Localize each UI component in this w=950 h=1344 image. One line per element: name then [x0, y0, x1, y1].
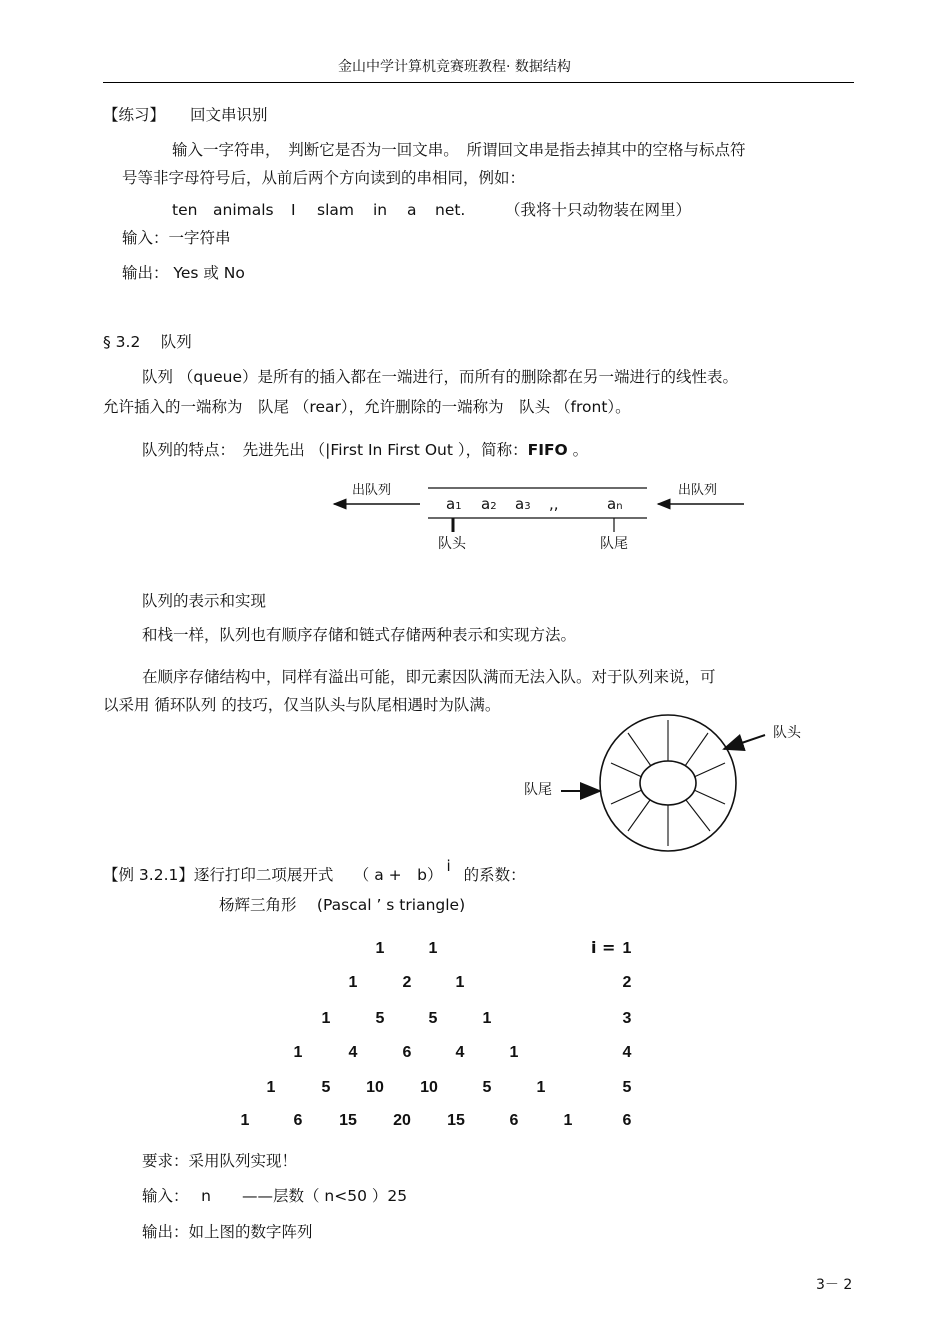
triangle-cell: 1 [375, 940, 385, 957]
example-title-end: 的系数： [458, 866, 526, 884]
triangle-cell: 5 [375, 1010, 385, 1027]
exercise-paragraph-line2: 号等非字母符号后，从前后两个方向读到的串相同，例如： [122, 169, 526, 187]
queue-element-subscript: 2 [490, 501, 497, 512]
repr-paragraph-line2: 以采用 循环队列 的技巧，仅当队头与队尾相遇时为队满。 [103, 696, 501, 714]
example-title [103, 859, 526, 884]
row-index-label: i = [591, 938, 616, 957]
ring-dividers [611, 720, 725, 846]
queue-element: a2 [481, 495, 497, 513]
circle-tail-label: 队尾 [524, 782, 552, 798]
example-title-text: 【例 3.2.1】逐行打印二项展开式 （ a + b） [103, 866, 443, 884]
queue-definition-line1: 队列 （queue）是所有的插入都在一端进行，而所有的删除都在另一端进行的线性表。 [142, 368, 738, 386]
queue-feature-label: 队列的特点： 先进先出 （|First In First Out ），简称： [142, 441, 528, 459]
out-queue-label-left: 出队列 [352, 483, 392, 498]
page-header-title: 金山中学计算机竞赛班教程· 数据结构 [338, 59, 571, 75]
triangle-cell: 4 [455, 1044, 465, 1061]
exercise-input: 输入：一字符串 [122, 229, 231, 247]
repr-paragraph: 和栈一样，队列也有顺序存储和链式存储两种表示和实现方法。 [142, 626, 577, 644]
triangle-cell: 6 [402, 1044, 412, 1061]
triangle-cell: 1 [563, 1112, 573, 1129]
triangle-cell: 1 [536, 1079, 546, 1096]
example-note: （我将十只动物装在网里） [505, 201, 692, 219]
queue-element-subscript: 3 [524, 501, 531, 512]
out-queue-label-right: 出队列 [678, 483, 718, 498]
queue-element: a3 [515, 495, 531, 513]
exercise-paragraph-line1: 输入一字符串， 判断它是否为一回文串。 所谓回文串是指去掉其中的空格与标点符 [172, 141, 746, 159]
queue-definition-line2: 允许插入的一端称为 队尾 （rear），允许删除的一端称为 队头 （front）。 [103, 398, 631, 416]
queue-element-subscript: n [616, 501, 623, 512]
queue-element: an [607, 495, 623, 513]
example-word: ten [172, 201, 198, 219]
queue-feature-end: 。 [567, 441, 589, 459]
example-word: in [373, 201, 388, 219]
repr-paragraph-line1: 在顺序存储结构中，同样有溢出可能，即元素因队满而无法入队。对于队列来说，可 [142, 668, 716, 686]
row-index: 6 [622, 1112, 632, 1129]
queue-head-label: 队头 [438, 536, 466, 552]
page-number: 3－ 2 [816, 1277, 853, 1293]
triangle-cell: 1 [428, 940, 438, 957]
triangle-cell: 5 [321, 1079, 331, 1096]
inner-ring [640, 761, 696, 805]
queue-element: ,, [549, 495, 559, 513]
triangle-cell: 1 [321, 1010, 331, 1027]
circle-head-label: 队头 [773, 725, 801, 741]
triangle-cell: 10 [366, 1079, 384, 1096]
triangle-cell: 1 [455, 974, 465, 991]
row-index: 4 [622, 1044, 632, 1061]
example-exponent: i [446, 857, 451, 875]
triangle-cell: 10 [420, 1079, 438, 1096]
section-heading: § 3.2 队列 [103, 333, 192, 351]
queue-element-subscript: 1 [455, 501, 462, 512]
triangle-cell: 1 [293, 1044, 303, 1061]
row-index: 1 [622, 940, 632, 957]
example-word: slam [317, 201, 354, 219]
exercise-tag: 【练习】 [103, 106, 166, 124]
triangle-cell: 1 [348, 974, 358, 991]
triangle-cell: 6 [509, 1112, 519, 1129]
triangle-cell: 20 [393, 1112, 411, 1129]
row-index: 5 [622, 1079, 632, 1096]
row-index: 3 [622, 1010, 632, 1027]
triangle-cell: 1 [266, 1079, 276, 1096]
example-word: I [291, 201, 296, 219]
example-output: 输出：如上图的数字阵列 [142, 1223, 313, 1241]
example-requirement: 要求：采用队列实现！ [142, 1152, 298, 1170]
triangle-cell: 15 [447, 1112, 465, 1129]
triangle-cell: 6 [293, 1112, 303, 1129]
queue-element: a1 [446, 495, 462, 513]
triangle-cell: 1 [482, 1010, 492, 1027]
example-subtitle: 杨辉三角形 (Pascal ’ s triangle) [219, 896, 466, 914]
triangle-cell: 2 [402, 974, 412, 991]
repr-heading: 队列的表示和实现 [142, 592, 267, 610]
example-word: animals [213, 201, 274, 219]
example-word: net. [435, 201, 466, 219]
row-index: 2 [622, 974, 632, 991]
triangle-cell: 1 [509, 1044, 519, 1061]
triangle-cell: 5 [482, 1079, 492, 1096]
triangle-cell: 1 [240, 1112, 250, 1129]
triangle-cell: 4 [348, 1044, 358, 1061]
triangle-cell: 5 [428, 1010, 438, 1027]
triangle-cell: 15 [339, 1112, 357, 1129]
fifo-label: FIFO [527, 441, 568, 459]
exercise-output: 输出： Yes 或 No [122, 264, 245, 282]
exercise-title: 回文串识别 [190, 106, 268, 124]
example-input: 输入： n ——层数（ n<50 ）25 [142, 1187, 408, 1205]
head-arrow [724, 735, 765, 749]
queue-tail-label: 队尾 [600, 536, 628, 552]
example-word: a [407, 201, 417, 219]
